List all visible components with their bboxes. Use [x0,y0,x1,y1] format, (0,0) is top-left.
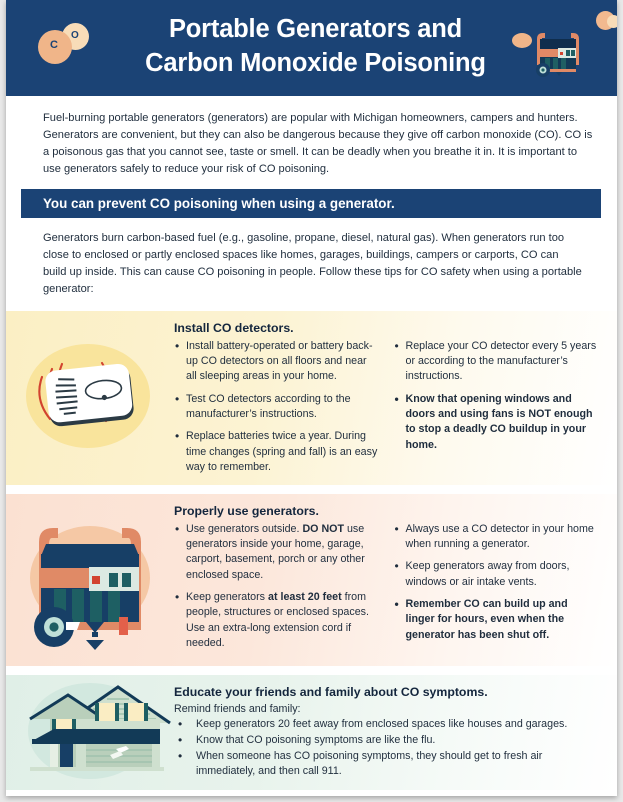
list-item: • Use generators outside. DO NOT use generators inside your home, garage, carport, basement, porch or any other enclosed space. [174,522,380,583]
section-divider-1 [6,485,617,494]
co-molecule-o-label: O [71,30,79,41]
section-2-right-column [394,522,600,658]
list-item: • Replace batteries twice a year. During time changes (spring and fall) is an easy way to remember. [174,429,380,475]
list-item: • Install battery-operated or battery back-up CO detectors on all floors and near all sleeping areas in your home. [174,339,380,385]
section-1-left-tip-list [174,339,380,475]
list-item: • Test CO detectors according to the manufacturer’s instructions. [174,392,380,423]
page-title [6,13,617,80]
section-1-title: Install CO detectors. [174,320,294,335]
subintro-paragraph: Generators burn carbon-based fuel (e.g., gasoline, propane, diesel, natural gas). When generators run too close to enclosed or partly enclosed spaces like homes, garages, buildings, campers or carports, CO can build up inside. This can cause CO poisoning in people. Follow these tips for CO safety when using a portable generator: [43,232,582,296]
page-title-line1: Portable Generators and [169,15,462,43]
section-3-lead-in: Remind friends and family: [174,702,301,715]
portable-generator-icon [6,494,174,666]
list-item: • Remember CO can build up and linger for hours, even when the generator has been shut off. [394,597,600,643]
intro-paragraph: Fuel-burning portable generators (generators) are popular with Michigan homeowners, campers and hunters. Generators are convenient, but they can also be dangerous because they give off carbon monoxide (CO). CO is a poisonous gas that you cannot see, taste or smell. It can be deadly when you breathe it in. It is important to use generators safely to reduce your risk of CO poisoning. [43,112,593,175]
list-item: • Replace your CO detector every 5 years or according to the manufacturer’s instructions. [394,339,600,385]
infographic-page [6,0,617,796]
page-title-line2: Carbon Monoxide Poisoning [145,48,486,77]
co-molecule-c-label: C [50,39,58,51]
section-2-body [174,494,617,666]
section-3-body [174,675,617,790]
list-item: • Keep generators at least 20 feet from people, structures or enclosed spaces. Use an extra-long extension cord if needed. [174,590,380,651]
house-with-garage-icon [6,675,174,790]
list-item: • Keep generators away from doors, windows or air intake vents. [394,559,600,590]
section-2-left-tip-list [174,522,380,651]
section-divider-2 [6,666,617,675]
section-1-right-column [394,339,600,482]
section-educate-friends-family [6,675,617,790]
list-item: • Know that opening windows and doors and using fans is NOT enough to stop a deadly CO buildup in your home. [394,392,600,453]
section-3-title: Educate your friends and family about CO symptoms. [174,684,488,699]
section-2-title: Properly use generators. [174,503,319,518]
section-1-right-tip-list [394,339,600,453]
section-1-left-column [174,339,380,482]
section-properly-use-generators [6,494,617,666]
list-item: • Know that CO poisoning symptoms are like the flu. [174,733,599,748]
list-item: • Always use a CO detector in your home when running a generator. [394,522,600,553]
list-item: • Keep generators 20 feet away from enclosed spaces like houses and garages. [174,717,599,732]
section-3-tip-list [174,717,599,779]
section-1-body [174,311,617,485]
section-2-left-column [174,522,380,658]
section-install-co-detectors [6,311,617,485]
page-header [6,0,617,96]
co-detector-alarm-icon [6,311,174,485]
section-2-right-tip-list [394,522,600,643]
section-banner: You can prevent CO poisoning when using a generator. [21,189,601,218]
list-item: • When someone has CO poisoning symptoms, they should get to fresh air immediately, and then call 911. [174,749,599,779]
